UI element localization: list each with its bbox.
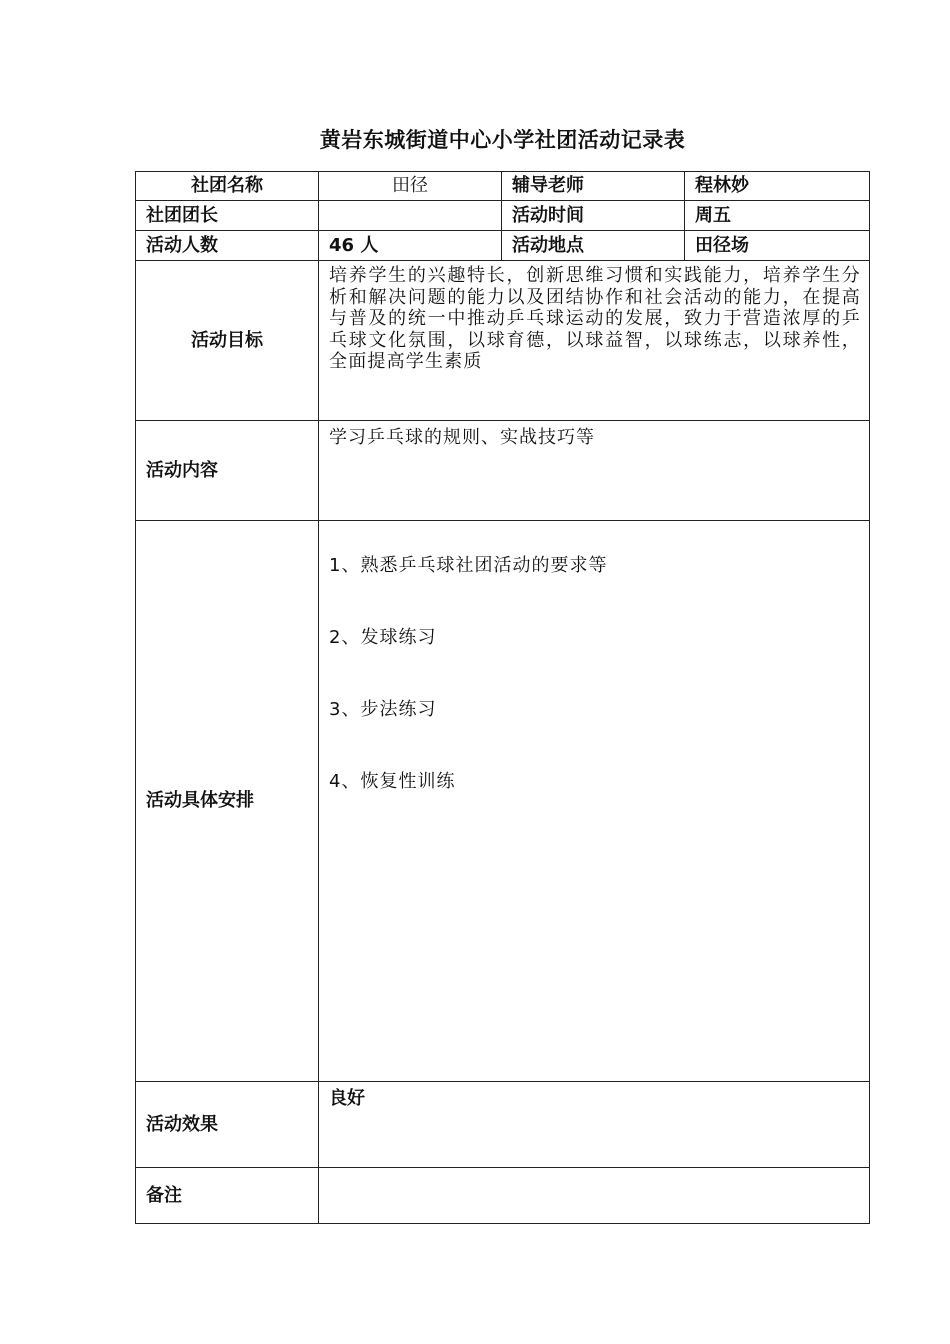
table-row bbox=[136, 231, 870, 261]
table-row bbox=[136, 261, 870, 421]
place-label: 活动地点 bbox=[502, 231, 685, 261]
effect-value: 良好 bbox=[319, 1082, 870, 1168]
plan-label: 活动具体安排 bbox=[136, 521, 319, 1082]
advisor-value: 程林妙 bbox=[685, 172, 870, 201]
notes-label: 备注 bbox=[136, 1168, 319, 1224]
table-row bbox=[136, 172, 870, 201]
place-value: 田径场 bbox=[685, 231, 870, 261]
time-label: 活动时间 bbox=[502, 201, 685, 231]
table-row bbox=[136, 1168, 870, 1224]
table-row bbox=[136, 521, 870, 1082]
time-value: 周五 bbox=[685, 201, 870, 231]
table-row bbox=[136, 201, 870, 231]
plan-list bbox=[319, 521, 870, 1082]
leader-value bbox=[319, 201, 502, 231]
plan-item: 2、发球练习 bbox=[329, 627, 437, 648]
content-value: 学习乒乓球的规则、实战技巧等 bbox=[319, 421, 870, 521]
club-name-value: 田径 bbox=[319, 172, 502, 201]
table-row bbox=[136, 421, 870, 521]
plan-item: 1、熟悉乒乓球社团活动的要求等 bbox=[329, 555, 608, 576]
table-row bbox=[136, 1082, 870, 1168]
leader-label: 社团团长 bbox=[136, 201, 319, 231]
goal-value: 培养学生的兴趣特长，创新思维习惯和实践能力，培养学生分析和解决问题的能力以及团结协作和社会活动的能力，在提高与普及的统一中推动乒乓球运动的发展，致力于营造浓厚的乒乓球文化氛围，以球育德，以球益智，以球练志，以球养性，全面提高学生素质 bbox=[319, 261, 870, 421]
count-value: 46 人 bbox=[319, 231, 502, 261]
advisor-label: 辅导老师 bbox=[502, 172, 685, 201]
plan-item: 4、恢复性训练 bbox=[329, 771, 456, 792]
page-title: 黄岩东城街道中心小学社团活动记录表 bbox=[319, 128, 686, 152]
content-label: 活动内容 bbox=[136, 421, 319, 521]
count-label: 活动人数 bbox=[136, 231, 319, 261]
notes-value bbox=[319, 1168, 870, 1224]
goal-label: 活动目标 bbox=[136, 261, 319, 421]
effect-label: 活动效果 bbox=[136, 1082, 319, 1168]
record-table bbox=[135, 171, 870, 1224]
club-name-label: 社团名称 bbox=[136, 172, 319, 201]
plan-item: 3、步法练习 bbox=[329, 699, 437, 720]
